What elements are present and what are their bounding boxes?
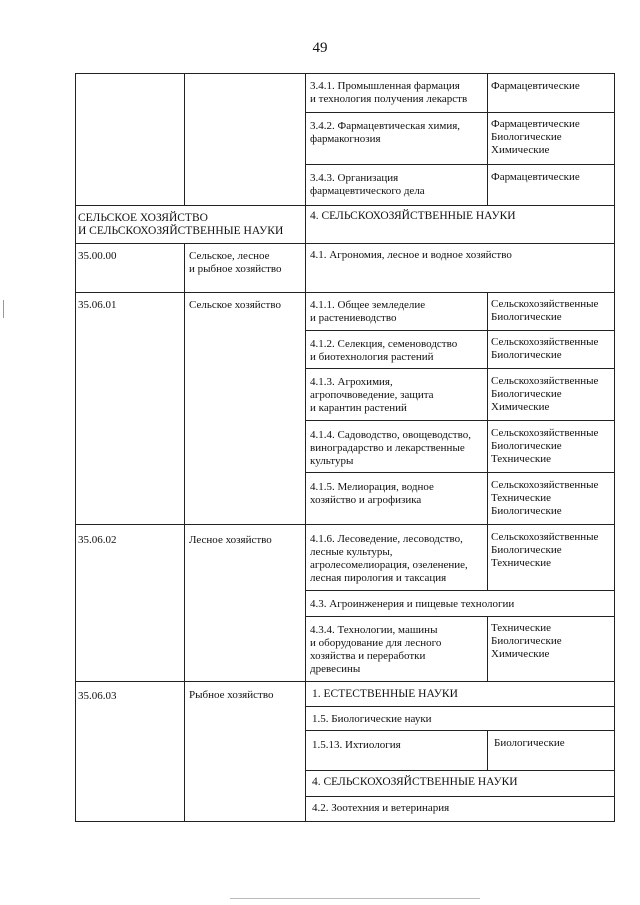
row-line (75, 292, 615, 293)
row-line (75, 205, 615, 206)
science-branch-cell: Биологические (494, 737, 565, 749)
row-line (305, 706, 615, 707)
table-border-left (75, 73, 76, 822)
table-border-bottom (75, 821, 615, 822)
row-line (75, 243, 615, 244)
program-code-cell: 35.06.01 (78, 299, 117, 311)
science-branch-cell: Сельскохозяйственные Биологические Технические (491, 531, 599, 569)
subject-code-cell: 4.1.4. Садоводство, овощеводство, виноградарство и лекарственные культуры (310, 429, 471, 467)
science-branch-cell: Фармацевтические (491, 171, 580, 183)
row-line (75, 524, 615, 525)
subject-code-cell: 3.4.1. Промышленная фармация и технология получения лекарств (310, 80, 468, 105)
col-divider-3c (487, 616, 488, 681)
table-border-right (614, 73, 615, 822)
subject-code-cell: 4.3. Агроинженерия и пищевые технологии (310, 598, 515, 610)
page-number: 49 (312, 40, 328, 56)
subject-code-cell: 4.3.4. Технологии, машины и оборудование для лесного хозяйства и переработки древесины (310, 624, 442, 675)
col-divider-3a (487, 73, 488, 205)
program-name-cell: Лесное хозяйство (189, 534, 272, 546)
subject-code-cell: 1.5. Биологические науки (312, 713, 432, 725)
program-name-cell: Сельское хозяйство (189, 299, 281, 311)
row-line (305, 420, 615, 421)
row-line (305, 164, 615, 165)
col-divider-3d (487, 730, 488, 770)
row-line (75, 681, 615, 682)
science-branch-cell: Сельскохозяйственные Технические Биологические (491, 479, 599, 517)
subject-code-cell: 4.1. Агрономия, лесное и водное хозяйство (310, 249, 512, 261)
subject-code-cell: 4.1.2. Селекция, семеноводство и биотехнология растений (310, 338, 458, 363)
group-header-left: СЕЛЬСКОЕ ХОЗЯЙСТВО И СЕЛЬСКОХОЗЯЙСТВЕННЫЕ НАУКИ (78, 212, 284, 237)
row-line (305, 796, 615, 797)
row-line (305, 368, 615, 369)
science-branch-cell: Технические Биологические Химические (491, 622, 562, 660)
subject-code-cell: 4.1.3. Агрохимия, агропочвоведение, защита и карантин растений (310, 376, 434, 414)
science-branch-cell: Сельскохозяйственные Биологические (491, 336, 599, 361)
row-line (305, 730, 615, 731)
col-divider-1a (184, 73, 185, 205)
row-line (305, 330, 615, 331)
science-branch-cell: Сельскохозяйственные Биологические Технические (491, 427, 599, 465)
row-line (305, 590, 615, 591)
subject-code-cell: 4.1.1. Общее земледелие и растениеводство (310, 299, 426, 324)
subject-code-cell: 4. СЕЛЬСКОХОЗЯЙСТВЕННЫЕ НАУКИ (312, 776, 518, 788)
program-name-cell: Сельское, лесное и рыбное хозяйство (189, 250, 282, 275)
col-divider-2 (305, 73, 306, 822)
science-branch-cell: Фармацевтические (491, 80, 580, 92)
subject-code-cell: 3.4.2. Фармацевтическая химия, фармакогнозия (310, 120, 461, 145)
subject-code-cell: 4.1.6. Лесоведение, лесоводство, лесные культуры, агролесомелиорация, озеленение, лесная пирология и таксация (310, 533, 468, 584)
subject-code-cell: 3.4.3. Организация фармацевтического дела (310, 172, 425, 197)
subject-code-cell: 1.5.13. Ихтиология (312, 739, 401, 751)
col-divider-1b (184, 243, 185, 822)
scan-artifact-line (230, 898, 480, 899)
science-branch-cell: Фармацевтические Биологические Химические (491, 118, 580, 156)
program-code-cell: 35.06.03 (78, 690, 117, 702)
science-branch-cell: Сельскохозяйственные Биологические (491, 298, 599, 323)
subject-code-cell: 1. ЕСТЕСТВЕННЫЕ НАУКИ (312, 688, 458, 700)
table-border-top (75, 73, 615, 74)
row-line (305, 112, 615, 113)
row-line (305, 472, 615, 473)
row-line (305, 616, 615, 617)
program-code-cell: 35.00.00 (78, 250, 117, 262)
subject-code-cell: 4.1.5. Мелиорация, водное хозяйство и агрофизика (310, 481, 434, 506)
program-name-cell: Рыбное хозяйство (189, 689, 274, 701)
group-header-right: 4. СЕЛЬСКОХОЗЯЙСТВЕННЫЕ НАУКИ (310, 210, 516, 222)
row-line (305, 770, 615, 771)
subject-code-cell: 4.2. Зоотехния и ветеринария (312, 802, 450, 814)
scan-margin-mark (3, 300, 4, 318)
science-branch-cell: Сельскохозяйственные Биологические Химические (491, 375, 599, 413)
program-code-cell: 35.06.02 (78, 534, 117, 546)
